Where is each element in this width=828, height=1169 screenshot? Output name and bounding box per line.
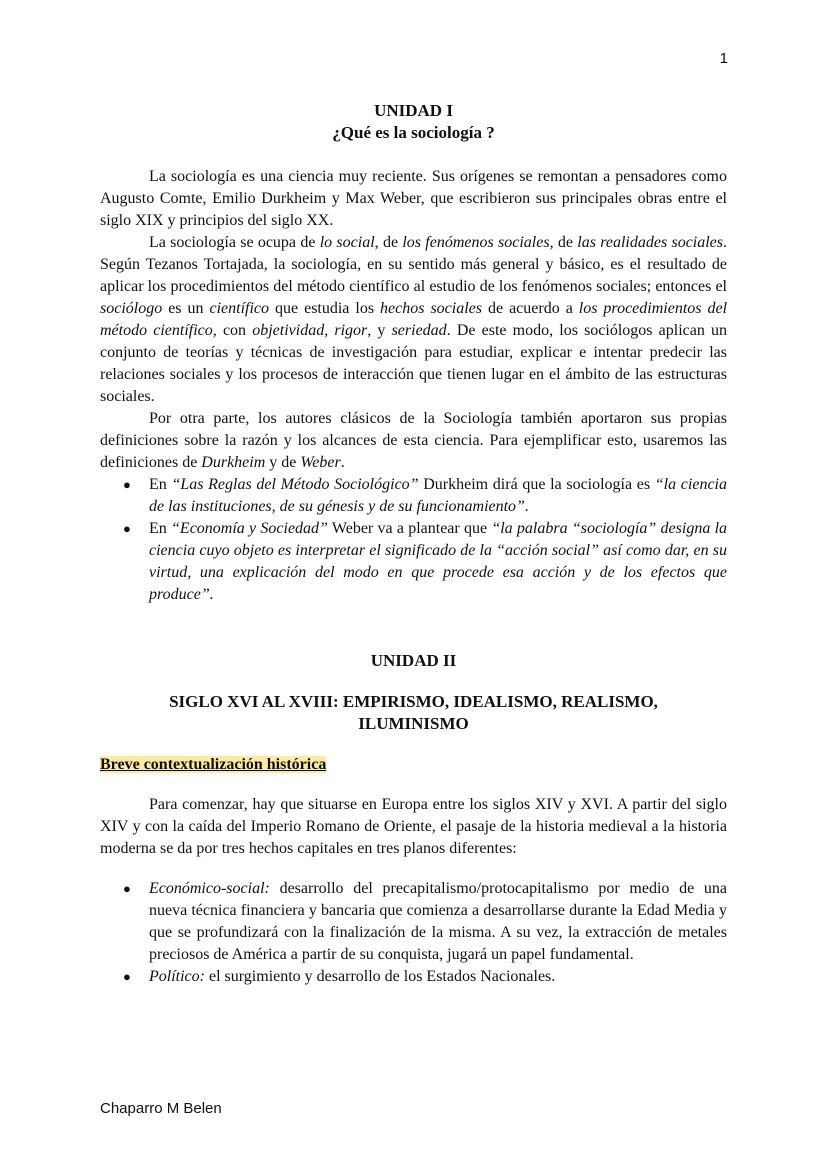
italic-text: las realidades sociales [577, 234, 724, 251]
bullet-icon: ● [123, 477, 131, 492]
text-run: . De este modo, los sociólogos aplican un conjunto de teorías y técnicas de investigación para estudiar, explicar e intentar predecir las relaciones sociales y los procesos de interacción que tienen lugar en el ámbito de las estructuras sociales. [100, 322, 728, 405]
italic-text: Weber [300, 454, 341, 471]
unit-2-paragraph-1: Para comenzar, hay que situarse en Europa entre los siglos XIV y XVI. A partir del siglo XIV y con la caída del Imperio Romano de Oriente, el pasaje de la historia medieval a la historia moderna se da por tres hechos capitales en tres planos diferentes: [100, 796, 727, 857]
bullet-icon: ● [123, 881, 131, 896]
list-item-text [149, 968, 555, 985]
italic-text: Político: [149, 968, 205, 985]
unit-2-title: UNIDAD II [370, 651, 457, 670]
italic-text: Económico-social: [149, 880, 270, 897]
italic-text: “la palabra “sociología” designa la ciencia cuyo objeto es interpretar el significado de la “acción social” así como dar, en su virtud, una explicación del modo en que procede esa acción y de los efectos que produce”. [149, 520, 728, 603]
unit-1-title: UNIDAD I [374, 101, 453, 120]
footer-author: Chaparro M Belen [100, 1100, 222, 1117]
text-run: , de [374, 234, 403, 251]
text-run: . Según Tezanos Tortajada, la sociología, en su sentido más general y básico, es el resultado de aplicar los procedimientos del método científico al estudio de los fenómenos sociales; entonces el [100, 234, 728, 295]
list-item-economico-social [100, 878, 727, 966]
bullet-icon: ● [123, 969, 131, 984]
list-item-politico [100, 966, 727, 988]
unit-1-definitions-list [100, 474, 727, 606]
list-item-text [149, 880, 727, 963]
text-run: , [324, 322, 335, 339]
italic-text: objetividad [252, 322, 325, 339]
italic-text: científico [209, 300, 270, 317]
italic-text: “Las Reglas del Método Sociológico” [171, 476, 419, 493]
text-run: En [149, 520, 172, 537]
text-run: el surgimiento y desarrollo de los Estados Nacionales. [204, 968, 556, 985]
document-body [100, 100, 727, 988]
highlighted-heading: Breve contextualización histórica [100, 756, 327, 773]
unit-1-paragraph-2 [100, 232, 727, 408]
text-run: Durkheim dirá que la sociología es [418, 476, 655, 493]
text-run: es un [162, 300, 210, 317]
italic-text: “la ciencia de las instituciones, de su génesis y de su funcionamiento”. [149, 476, 727, 515]
italic-text: seriedad [391, 322, 447, 339]
text-run: , con [212, 322, 253, 339]
text-run: que estudia los [269, 300, 381, 317]
italic-text: lo social [319, 234, 375, 251]
bullet-icon: ● [123, 521, 131, 536]
italic-text: Durkheim [201, 454, 266, 471]
text-run: Por otra parte, los autores clásicos de la Sociología también aportaron sus propias definiciones sobre la razón y los alcances de esta ciencia. Para ejemplificar esto, usaremos las definiciones de [100, 410, 727, 471]
italic-text: rigor [334, 322, 368, 339]
list-item-text [149, 520, 727, 603]
unit-2-planes-list [100, 878, 727, 988]
text-run: desarrollo del precapitalismo/protocapitalismo por medio de una nueva técnica financiera y bancaria que comienza a desarrollarse durante la Edad Media y que se profundizará con la finalización de la misma. A su vez, la extracción de metales preciosos de América a partir de su conquista, jugará un papel fundamental. [149, 880, 727, 963]
text-run: de acuerdo a [482, 300, 579, 317]
italic-text: sociólogo [100, 300, 163, 317]
text-run: y de [265, 454, 301, 471]
text-run: La sociología se ocupa de [149, 234, 320, 251]
text-run: En [149, 476, 172, 493]
list-item-weber [100, 518, 727, 606]
text-run: Weber va a plantear que [327, 520, 492, 537]
unit-1-paragraph-1: La sociología es una ciencia muy reciente. Sus orígenes se remontan a pensadores como Augusto Comte, Emilio Durkheim y Max Weber, que escribieron sus principales obras entre el siglo XIX y principios del siglo XX. [100, 168, 727, 229]
italic-text: hechos sociales [380, 300, 483, 317]
unit-1-subtitle: ¿Qué es la sociología ? [332, 123, 495, 142]
list-item-durkheim [100, 474, 727, 518]
page-number: 1 [719, 50, 728, 67]
italic-text: “Economía y Sociedad” [171, 520, 328, 537]
text-run: . [340, 454, 345, 471]
text-run: , y [367, 322, 392, 339]
unit-1-paragraph-3 [100, 408, 727, 474]
list-item-text [149, 476, 727, 515]
italic-text: los fenómenos sociales [402, 234, 550, 251]
text-run: , de [549, 234, 578, 251]
section-heading-context [100, 754, 727, 776]
unit-2-subtitle: SIGLO XVI AL XVIII: EMPIRISMO, IDEALISMO, REALISMO, ILUMINISMO [169, 692, 658, 733]
italic-text: los procedimientos del método científico [100, 300, 728, 339]
